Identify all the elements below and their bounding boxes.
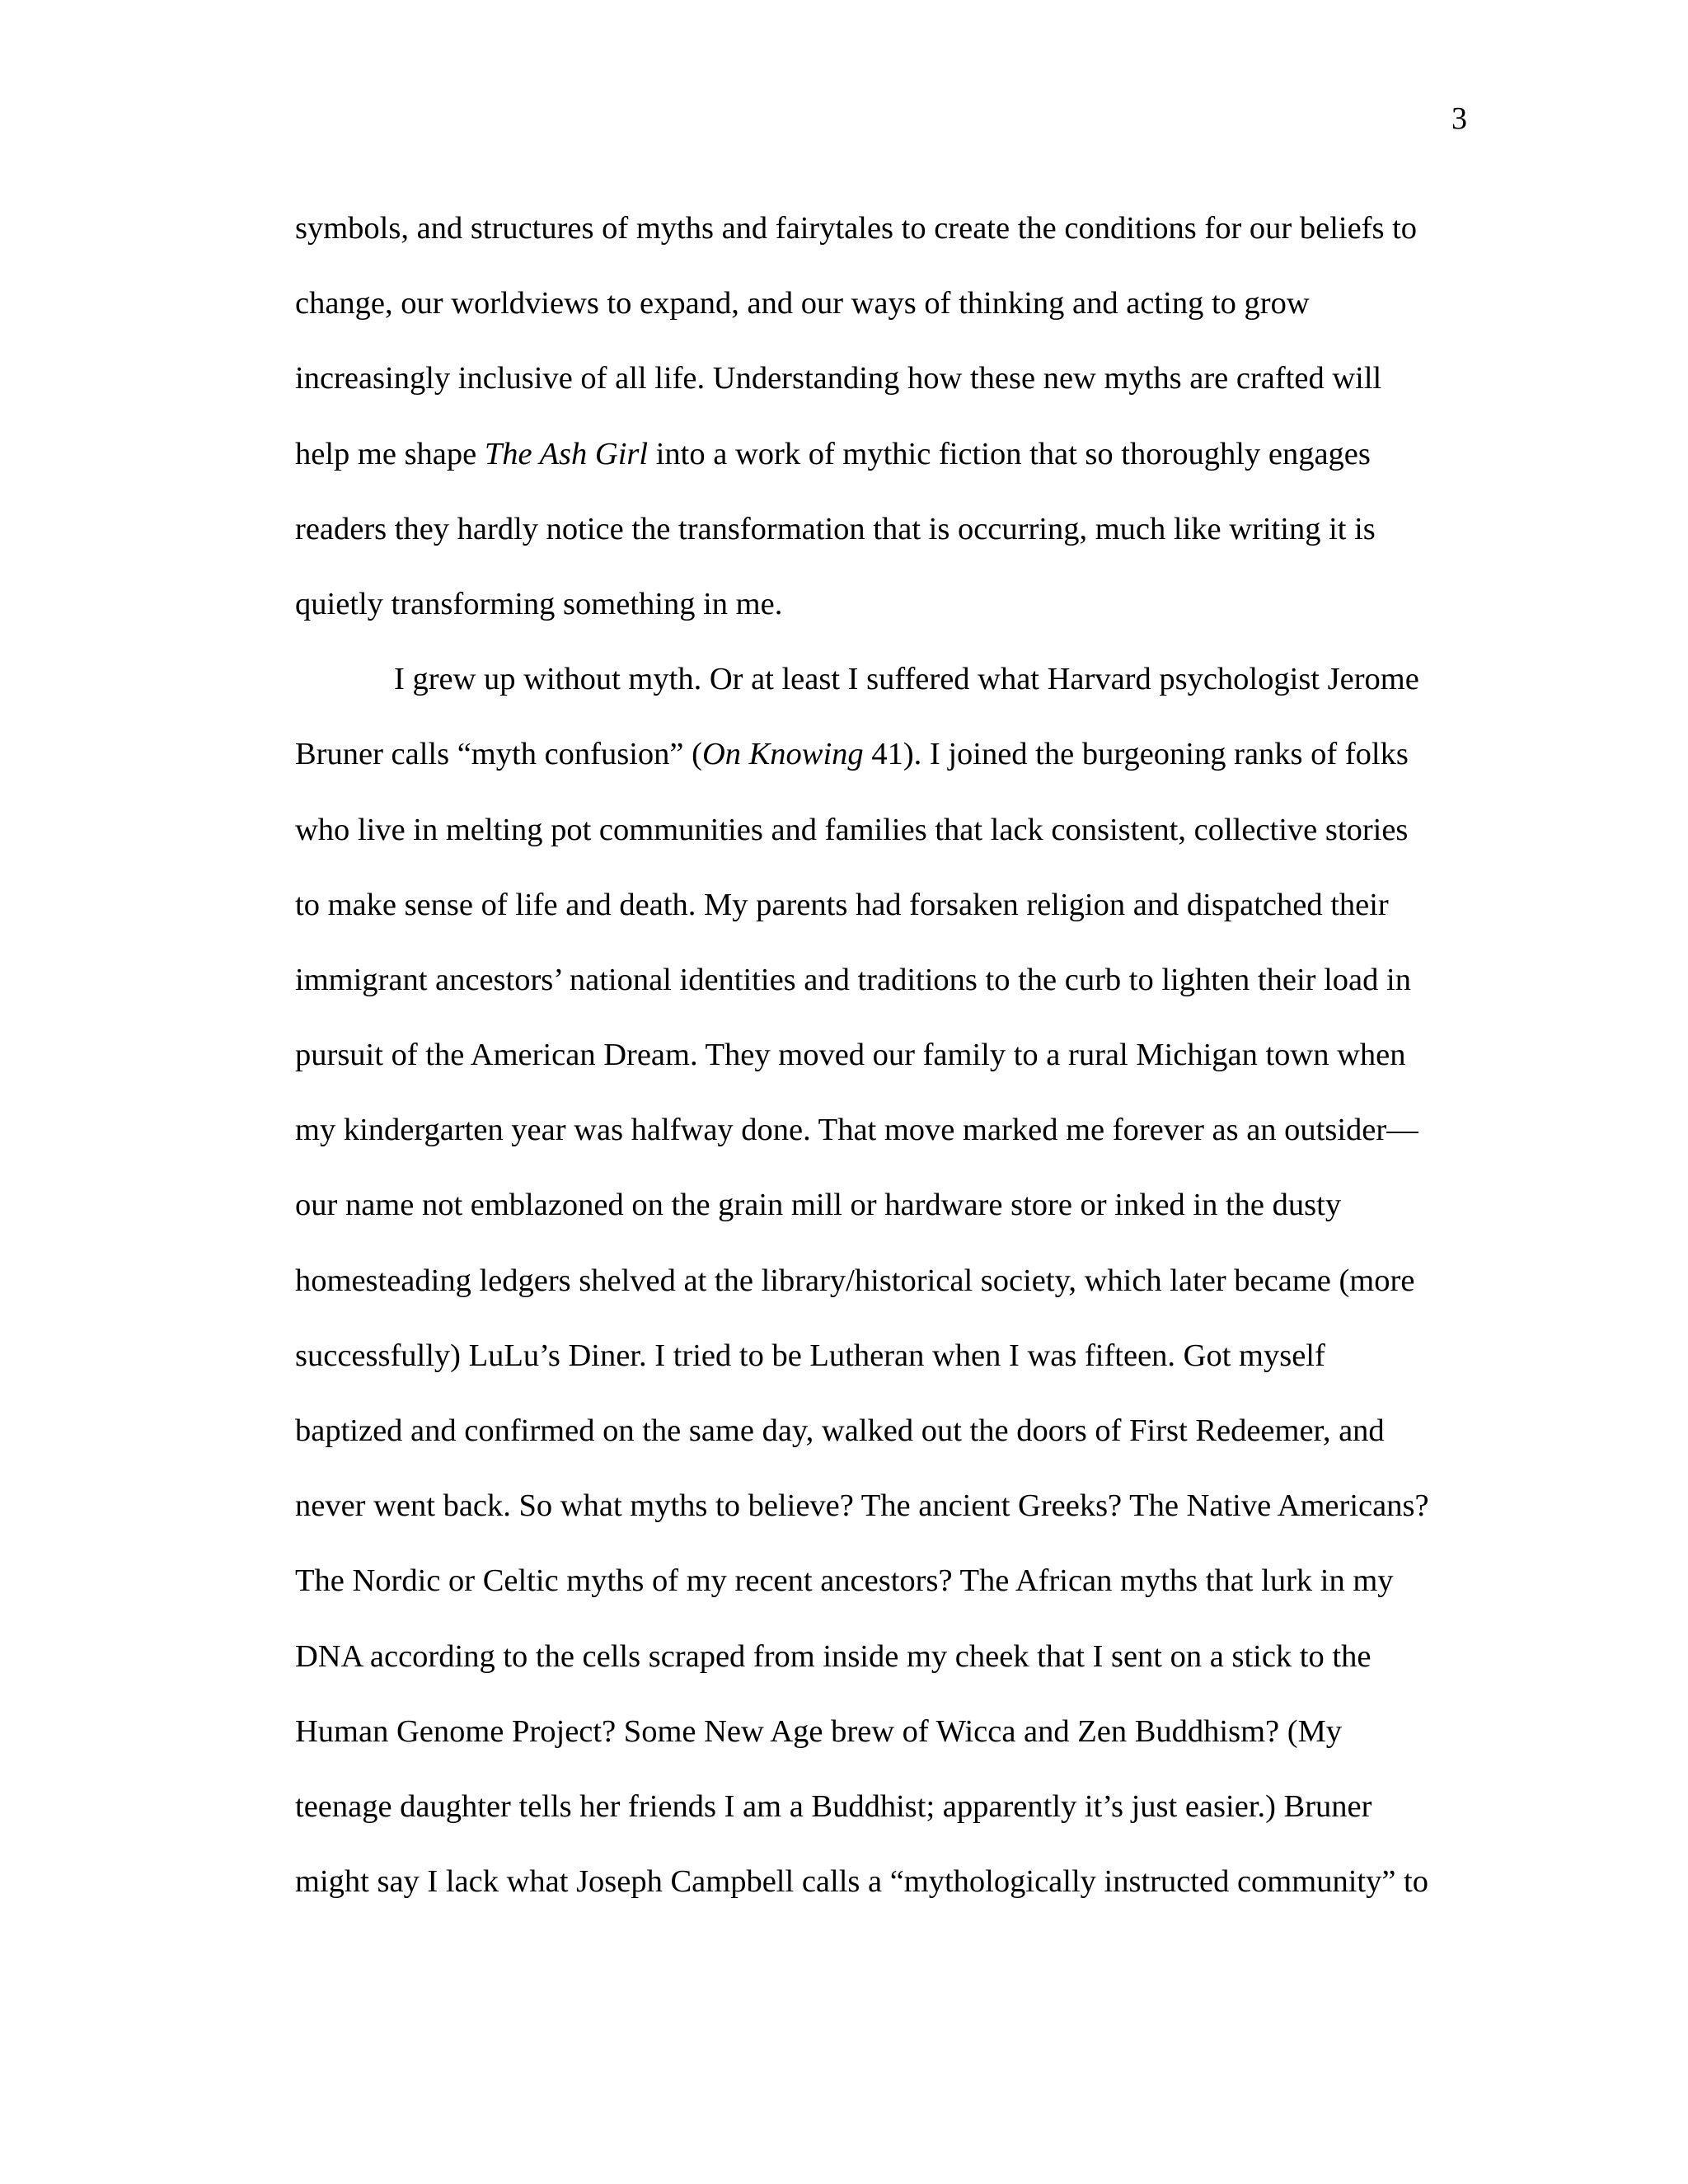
body-text: [295, 191, 1482, 1919]
text-line: might say I lack what Joseph Campbell calls a “mythologically instructed community” to: [295, 1864, 1429, 1900]
text-line: change, our worldviews to expand, and our ways of thinking and acting to grow: [295, 286, 1310, 321]
text-line: my kindergarten year was halfway done. That move marked me forever as an outsider—: [295, 1113, 1418, 1148]
text-line: symbols, and structures of myths and fairytales to create the conditions for our beliefs to: [295, 211, 1418, 246]
text-line: DNA according to the cells scraped from inside my cheek that I sent on a stick to the: [295, 1638, 1372, 1674]
page-number: 3: [1451, 101, 1467, 136]
text-line: Human Genome Project? Some New Age brew of Wicca and Zen Buddhism? (My: [295, 1713, 1343, 1749]
text-line: homesteading ledgers shelved at the library/historical society, which later became (more: [295, 1263, 1415, 1298]
text-line: pursuit of the American Dream. They moved our family to a rural Michigan town when: [295, 1038, 1406, 1073]
text-line: baptized and confirmed on the same day, walked out the doors of First Redeemer, and: [295, 1413, 1385, 1448]
text-line: help me shape The Ash Girl into a work of mythic fiction that so thoroughly engages: [295, 436, 1371, 471]
text-line: The Nordic or Celtic myths of my recent ancestors? The African myths that lurk in my: [295, 1563, 1394, 1599]
text-line: who live in melting pot communities and families that lack consistent, collective stories: [295, 812, 1409, 847]
text-line: readers they hardly notice the transformation that is occurring, much like writing it is: [295, 511, 1376, 546]
text-line: quietly transforming something in me.: [295, 586, 783, 621]
text-line: immigrant ancestors’ national identities and traditions to the curb to lighten their load in: [295, 962, 1411, 997]
book-title: The Ash Girl: [484, 436, 649, 471]
text-line: successfully) LuLu’s Diner. I tried to be Lutheran when I was fifteen. Got myself: [295, 1338, 1325, 1373]
text-line: never went back. So what myths to believe? The ancient Greeks? The Native Americans?: [295, 1488, 1429, 1524]
text-line: increasingly inclusive of all life. Understanding how these new myths are crafted will: [295, 361, 1382, 396]
text-line: Bruner calls “myth confusion” (On Knowing 41). I joined the burgeoning ranks of folks: [295, 737, 1409, 772]
text-line: to make sense of life and death. My parents had forsaken religion and dispatched their: [295, 887, 1389, 922]
text-line: our name not emblazoned on the grain mill or hardware store or inked in the dusty: [295, 1188, 1342, 1223]
text-line: teenage daughter tells her friends I am a Buddhist; apparently it’s just easier.) Bruner: [295, 1788, 1372, 1824]
book-title: On Knowing: [701, 737, 864, 772]
paragraph-first-line: I grew up without myth. Or at least I suffered what Harvard psychologist Jerome: [394, 662, 1419, 697]
